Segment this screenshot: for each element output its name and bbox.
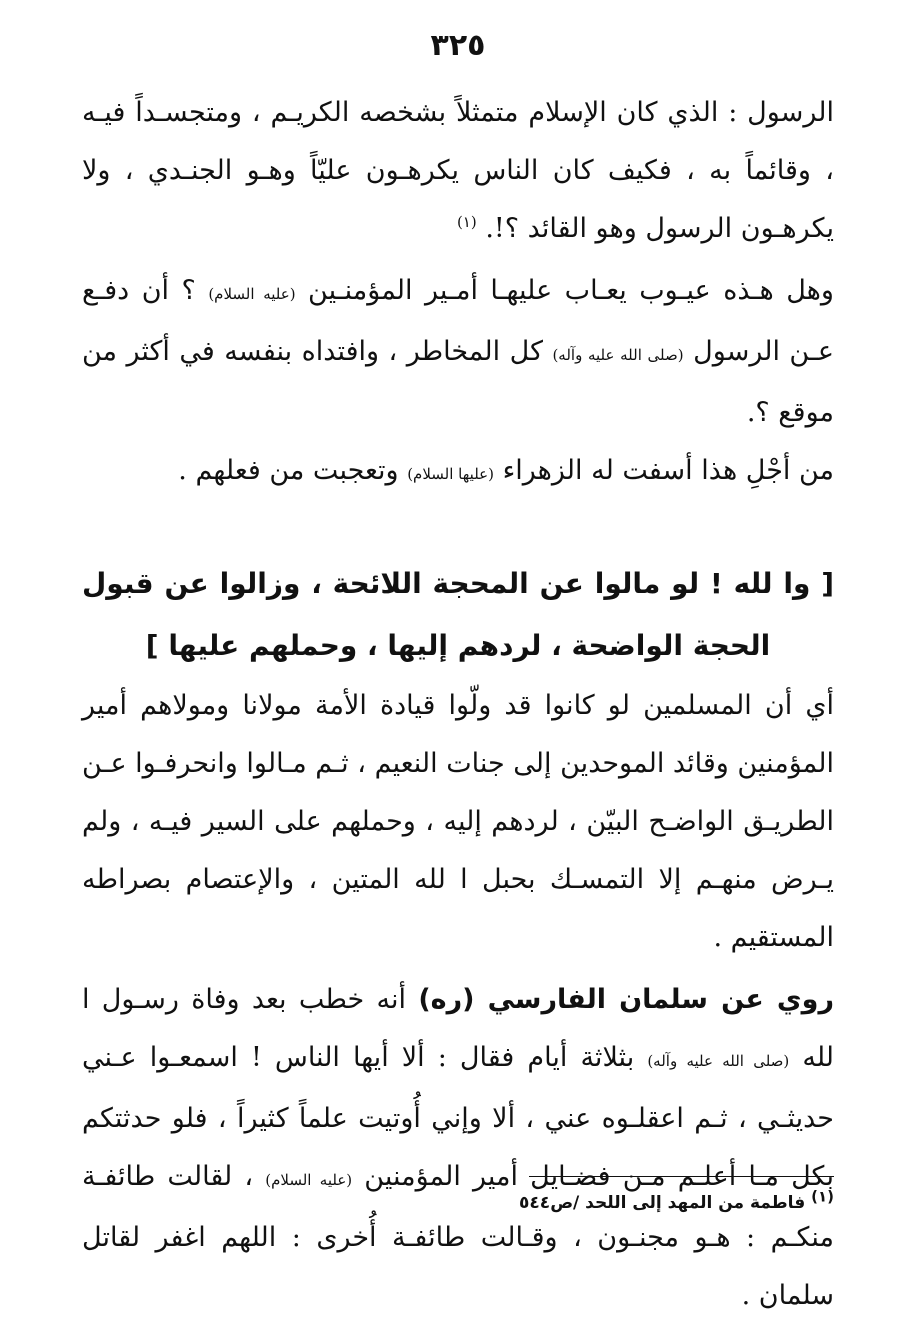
paragraph-3-part-c: وتعجبت من فعلهم . — [178, 455, 399, 486]
honorific-alayha-salam: (عليها السلام) — [407, 465, 494, 483]
honorific-alayhi-salam-2: (عليه السلام) — [265, 1171, 353, 1189]
page-body — [82, 84, 834, 1325]
paragraph-2 — [82, 262, 834, 442]
paragraph-3 — [82, 442, 834, 503]
footnote — [300, 1188, 834, 1218]
footnote-marker: (١) — [811, 1187, 834, 1206]
paragraph-1 — [82, 84, 834, 258]
paragraph-5 — [82, 971, 834, 1325]
honorific-salla-allah-2: (صلى الله عليه وآله) — [647, 1052, 790, 1070]
footnote-text: فاطمة من المهد إلى اللحد /ص٥٤٤ — [519, 1193, 806, 1213]
page-number: ٣٢٥ — [430, 28, 486, 63]
paragraph-4: أي أن المسلمين لو كانوا قد ولّوا قيادة الأمة مولانا ومولاهم أمير المؤمنين وقائد الموحدين إلى جنات النعيم ، ثـم مـالوا وانحرفـوا عـن الطريـق الواضـح البيّن ، لردهم إليه ، وحملهم على السير فيـه ، ولم يـرض منهـم إلا التمسـك بحبل ا لله المتين ، والإعتصام بصراطه المستقيم . — [82, 690, 834, 953]
paragraph-2-part-e: كل المخاطر ، وافتداه بنفسه في أكثر من موقع ؟. — [82, 336, 834, 428]
footnote-divider — [529, 1176, 834, 1177]
paragraph-2-part-a: وهل هـذه عيـوب يعـاب عليهـا أمـير المؤمنـين — [308, 275, 834, 306]
section-heading: [ وا لله ! لو مالوا عن المحجة اللائحة ، وزالوا عن قبول الحجة الواضحة ، لردهم إليها ، وحملهم عليها ] — [82, 567, 834, 662]
paragraph-1-text: الرسول : الذي كان الإسلام متمثلاً بشخصه الكريـم ، ومتجسـداً فيـه ، وقائماً به ، فكيف كان الناس يكرهـون عليّاً وهـو الجنـدي ، ولا يكرهـون الرسول وهو القائد ؟!. — [82, 97, 834, 244]
footnote-reference: (١) — [456, 213, 477, 231]
paragraph-5-part-c: بثلاثة أيام فقال : ألا أيها الناس ! اسمعـوا عـني حديثـي ، ثـم اعقلـوه عني ، ألا وإني أُوتيت علماً كثيراً ، فلو حدثتكم بكل مـا أعلـم مـن فضـايل أمير المؤمنين — [82, 1042, 834, 1192]
honorific-salla-allah: (صلى الله عليه وآله) — [552, 346, 684, 364]
paragraph-2-part-c: ؟ أن دفـع عـن الرسول — [82, 275, 834, 367]
paragraph-3-part-a: من أجْلِ هذا أسفت له الزهراء — [502, 455, 834, 486]
honorific-alayhi-salam: (عليه السلام) — [208, 285, 296, 303]
paragraph-5-part-e: ، لقالت طائفـة منكـم : هـو مجنـون ، وقـالت طائفـة أُخرى : اللهم اغفر لقاتل سلمان . — [82, 1161, 834, 1311]
paragraph-5-part-a: أنه خطب بعد وفاة رسـول ا لله — [82, 984, 834, 1073]
narration-source: روي عن سلمان الفارسي (ره) — [418, 984, 834, 1015]
